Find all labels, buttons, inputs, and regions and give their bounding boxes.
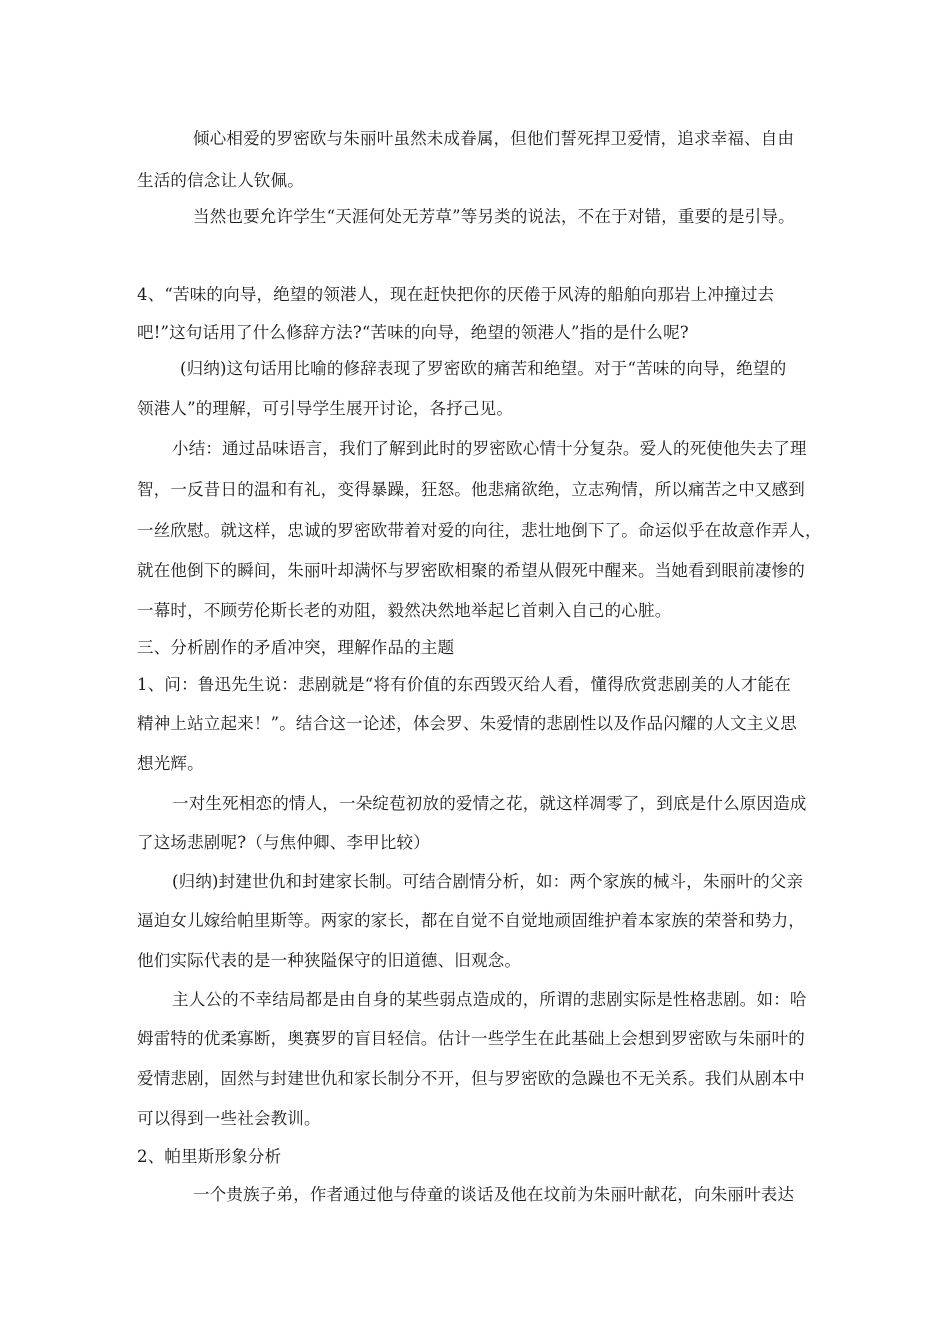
paragraph-line: 他们实际代表的是一种狭隘保守的旧道德、旧观念。 — [137, 951, 522, 970]
question-line: 吧!”这句话用了什么修辞方法?“苦味的向导，绝望的领港人”指的是什么呢? — [137, 323, 689, 342]
paragraph-line: 了这场悲剧呢?（与焦仲卿、李甲比较） — [137, 833, 430, 852]
question-line: 1、问：鲁迅先生说：悲剧就是“将有价值的东西毁灭给人看，懂得欣赏悲剧美的人才能在 — [137, 675, 791, 694]
paragraph-line: 主人公的不幸结局都是由自身的某些弱点造成的，所谓的悲剧实际是性格悲剧。如：哈 — [172, 990, 807, 1009]
paragraph-line: (归纳)封建世仇和封建家长制。可结合剧情分析，如：两个家族的械斗，朱丽叶的父亲 — [172, 872, 804, 891]
paragraph-line: 一对生死相恋的情人，一朵绽苞初放的爱情之花，就这样凋零了，到底是什么原因造成 — [172, 794, 807, 813]
paragraph-line: 当然也要允许学生“天涯何处无芳草”等另类的说法，不在于对错，重要的是引导。 — [193, 207, 795, 226]
section-heading: 2、帕里斯形象分析 — [137, 1147, 282, 1166]
question-line: 想光辉。 — [137, 754, 204, 773]
section-heading: 三、分析剧作的矛盾冲突，理解作品的主题 — [137, 638, 455, 657]
paragraph-line: 爱情悲剧，固然与封建世仇和家长制分不开，但与罗密欧的急躁也不无关系。我们从剧本中 — [137, 1069, 805, 1088]
paragraph-line: 一幕时，不顾劳伦斯长老的劝阻，毅然决然地举起匕首刺入自己的心脏。 — [137, 601, 672, 620]
paragraph-line: 小结：通过品味语言，我们了解到此时的罗密欧心情十分复杂。爱人的死使他失去了理 — [172, 439, 807, 458]
paragraph-line: 姆雷特的优柔寡断，奥赛罗的盲目轻信。估计一些学生在此基础上会想到罗密欧与朱丽叶的 — [137, 1029, 805, 1048]
paragraph-line: 一个贵族子弟，作者通过他与侍童的谈话及他在坟前为朱丽叶献花，向朱丽叶表达 — [193, 1185, 795, 1204]
paragraph-line: 智，一反昔日的温和有礼，变得暴躁，狂怒。他悲痛欲绝，立志殉情，所以痛苦之中又感到 — [137, 480, 805, 499]
paragraph-line: 生活的信念让人钦佩。 — [137, 171, 304, 190]
question-line: 精神上站立起来！”。结合这一论述，体会罗、朱爱情的悲剧性以及作品闪耀的人文主义思 — [137, 714, 797, 733]
paragraph-line: 领港人”的理解，可引导学生展开讨论，各抒己见。 — [137, 399, 514, 418]
paragraph-line: 一丝欣慰。就这样，忠诚的罗密欧带着对爱的向往，悲壮地倒下了。命运似乎在故意作弄人， — [137, 521, 822, 540]
question-line: 4、“苦味的向导，绝望的领港人，现在赶快把你的厌倦于风涛的船舶向那岩上冲撞过去 — [137, 285, 775, 304]
paragraph-line: 逼迫女儿嫁给帕里斯等。两家的家长，都在自觉不自觉地顽固维护着本家族的荣誉和势力， — [137, 911, 805, 930]
paragraph-line: 倾心相爱的罗密欧与朱丽叶虽然未成眷属，但他们誓死捍卫爱情，追求幸福、自由 — [193, 129, 795, 148]
paragraph-line: 可以得到一些社会教训。 — [137, 1109, 321, 1128]
paragraph-line: (归纳)这句话用比喻的修辞表现了罗密欧的痛苦和绝望。对于“苦味的向导，绝望的 — [180, 359, 787, 378]
paragraph-line: 就在他倒下的瞬间，朱丽叶却满怀与罗密欧相聚的希望从假死中醒来。当她看到眼前凄惨的 — [137, 561, 805, 580]
